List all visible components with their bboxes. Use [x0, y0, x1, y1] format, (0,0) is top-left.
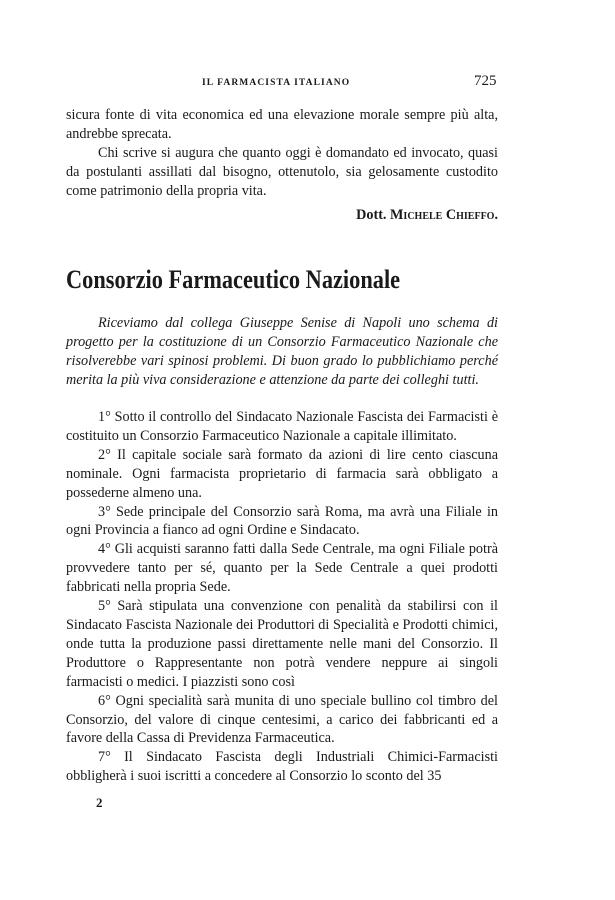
previous-article-ending: [66, 106, 498, 201]
numbered-item: 6° Ogni specialità sarà munita di uno speciale bullino col timbro del Consorzio, del valore di cinque centesimi, a carico dei fabbricanti ed a favore della Cassa di Previdenza Farmaceutica.: [66, 692, 498, 747]
paragraph: Chi scrive si augura che quanto oggi è domandato ed invocato, quasi da postulanti assillati dal bisogno, ottenutolo, sia gelosamente custodito come patrimonio della propria vita.: [66, 144, 498, 199]
signature-prefix: Dott.: [356, 207, 387, 223]
numbered-item: 7° Il Sindacato Fascista degli Industriali Chimici-Farmacisti obbligherà i suoi iscritti a concedere al Consorzio lo sconto del 35: [66, 749, 498, 785]
article-items: [66, 408, 498, 786]
numbered-item: 2° Il capitale sociale sarà formato da azioni di lire cento ciascuna nominale. Ogni farmacista proprietario di farmacia sarà obbligato a possederne almeno una.: [66, 446, 498, 501]
signature-name: Michele Chieffo.: [390, 207, 498, 223]
numbered-item: 4° Gli acquisti saranno fatti dalla Sede Centrale, ma ogni Filiale potrà provvedere tanto per sé, quanto per la Sede Centrale a quei prodotti fabbricati nella propria Sede.: [66, 541, 498, 596]
numbered-item: 3° Sede principale del Consorzio sarà Roma, ma avrà una Filiale in ogni Provincia a fianco ad ogni Ordine e Sindacato.: [66, 503, 498, 539]
numbered-item: 1° Sotto il controllo del Sindacato Nazionale Fascista dei Farmacisti è costituito un Consorzio Farmaceutico Nazionale a capitale illimitato.: [66, 409, 498, 444]
signature-mark: 2: [96, 795, 103, 810]
paragraph: sicura fonte di vita economica ed una elevazione morale sempre più alta, andrebbe sprecata.: [66, 107, 498, 142]
running-head: IL FARMACISTA ITALIANO: [202, 78, 351, 88]
article-intro: [66, 314, 498, 390]
page-number: 725: [474, 73, 497, 89]
author-signature: [66, 207, 498, 224]
intro-paragraph: Riceviamo dal collega Giuseppe Senise di Napoli uno schema di progetto per la costituzione di un Consorzio Farmaceutico Nazionale che risolverebbe vari spinosi problemi. Di buon grado lo pubblichiamo perché merita la più viva considerazione e attenzione da parte dei colleghi tutti.: [66, 315, 498, 388]
article-title: Consorzio Farmaceutico Nazionale: [66, 265, 401, 294]
numbered-item: 5° Sarà stipulata una convenzione con penalità da stabilirsi con il Sindacato Fascista Nazionale dei Produttori di Specialità e Prodotti chimici, onde tutta la produzione passi direttamente nelle mani del Consorzio. Il Produttore o Rappresentante non potrà vendere neppure ai singoli farmacisti o medici. I piazzisti sono così: [66, 598, 498, 690]
